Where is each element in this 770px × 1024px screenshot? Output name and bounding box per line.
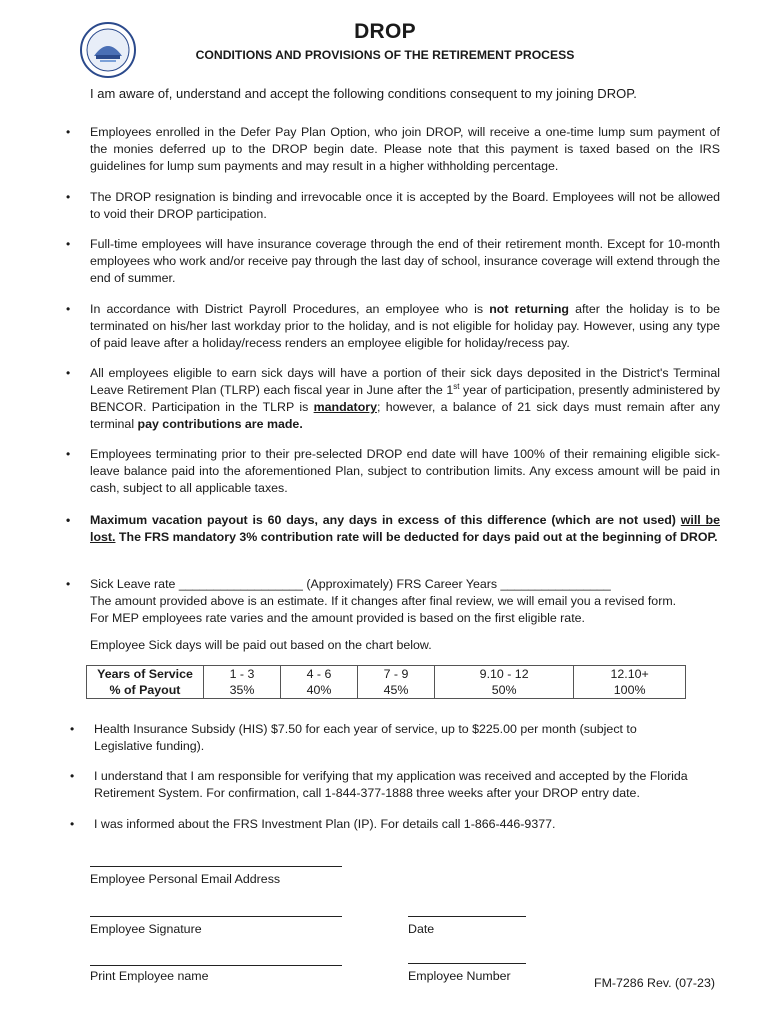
- list-item-investment: • I was informed about the FRS Investment Plan (IP). For details call 1-866-446-9377.: [70, 817, 556, 831]
- signature-field[interactable]: [90, 916, 342, 917]
- table-cell: 50%: [435, 682, 574, 699]
- table-cell: 4 - 6: [281, 666, 358, 683]
- list-item-tlrp: • All employees eligible to earn sick days will have a portion of their sick days deposited in the District's Terminal Leave Retirement Plan (TLRP) each fiscal year in June after the 1st year of participation, presently administered by BENCOR. Participation in the TLRP is mandatory; however, a balance of 21 sick days must remain after any terminal pay contributions are made.: [66, 366, 720, 431]
- table-cell: 40%: [281, 682, 358, 699]
- list-item-his: • Health Insurance Subsidy (HIS) $7.50 for each year of service, up to $225.00 per month (subject to Legislative funding).: [70, 722, 637, 753]
- table-row: [87, 666, 686, 683]
- email-label: Employee Personal Email Address: [90, 872, 281, 886]
- page-title: DROP: [354, 20, 416, 43]
- employee-number-field[interactable]: [408, 963, 526, 964]
- bullet-icon: •: [70, 769, 75, 783]
- bullet-icon: •: [66, 447, 71, 461]
- list-item-resignation: • The DROP resignation is binding and irrevocable once it is accepted by the Board. Employees will not be allowed to void their DROP participation.: [66, 190, 720, 221]
- bullet-icon: •: [70, 722, 75, 736]
- bullet-icon: •: [66, 125, 71, 139]
- list-item-vacation: • Maximum vacation payout is 60 days, any days in excess of this difference (which are not used) will be lost. The FRS mandatory 3% contribution rate will be deducted for days paid out at the beginning of DROP.: [66, 513, 720, 544]
- intro-text: I am aware of, understand and accept the following conditions consequent to my joining DROP.: [90, 86, 637, 101]
- table-cell: 12.10+: [574, 666, 686, 683]
- table-header-payout: % of Payout: [87, 682, 204, 699]
- bullet-icon: •: [66, 190, 71, 204]
- bullet-icon: •: [66, 366, 71, 380]
- form-number: FM-7286 Rev. (07-23): [594, 976, 715, 990]
- table-cell: 45%: [358, 682, 435, 699]
- employee-number-label: Employee Number: [408, 969, 511, 983]
- date-label: Date: [408, 922, 435, 936]
- bullet-icon: •: [70, 817, 75, 831]
- bullet-icon: •: [66, 302, 71, 316]
- table-cell: 100%: [574, 682, 686, 699]
- list-item-defer: • Employees enrolled in the Defer Pay Plan Option, who join DROP, will receive a one-time lump sum payment of the monies deferred up to the DROP begin date. Please note that this payment is taxed based on the IRS guidelines for lump sum payments and may result in a higher withholding percentage.: [66, 125, 720, 173]
- table-header-years: Years of Service: [87, 666, 204, 683]
- list-item-payroll: • In accordance with District Payroll Procedures, an employee who is not returning after the holiday is to be terminated on his/her last workday prior to the holiday, and is not eligible for holiday pay. However, using any type of paid leave after a holiday/recess renders an employee eligible for holiday/recess pay.: [66, 302, 720, 350]
- table-cell: 9.10 - 12: [435, 666, 574, 683]
- bullet-icon: •: [66, 237, 71, 251]
- list-item-insurance: • Full-time employees will have insurance coverage through the end of their retirement month. Except for 10-month employees who work and/or receive pay through the last day of school, insurance coverage will extend through the end of summer.: [66, 237, 720, 285]
- date-field[interactable]: [408, 916, 526, 917]
- bullet-icon: •: [66, 577, 71, 591]
- table-row: [87, 682, 686, 699]
- list-item-verify: • I understand that I am responsible for verifying that my application was received and accepted by the Florida Retirement System. For confirmation, call 1-844-377-1888 three weeks after your DROP entry date.: [70, 769, 688, 800]
- payout-table: [86, 665, 686, 699]
- bullet-icon: •: [66, 513, 71, 527]
- signature-label: Employee Signature: [90, 922, 202, 936]
- table-cell: 35%: [204, 682, 281, 699]
- print-name-field[interactable]: [90, 965, 342, 966]
- print-name-label: Print Employee name: [90, 969, 209, 983]
- list-item-terminating: • Employees terminating prior to their pre-selected DROP end date will have 100% of their remaining eligible sick-leave balance paid into the aforementioned Plan, subject to contribution limits. Any excess amount will be paid in cash, subject to all applicable taxes.: [66, 447, 720, 495]
- table-cell: 1 - 3: [204, 666, 281, 683]
- list-item-sick-leave: • Sick Leave rate __________________ (Approximately) FRS Career Years ________________ The amount provided above is an estimate. If it changes after final review, we will email you a revised form. For MEP employees rate varies and the amount provided is based on the first eligible rate. Employee Sick days will be paid out based on the chart below.: [66, 577, 677, 652]
- table-cell: 7 - 9: [358, 666, 435, 683]
- page-subtitle: CONDITIONS AND PROVISIONS OF THE RETIREMENT PROCESS: [195, 48, 575, 62]
- email-field[interactable]: [90, 866, 342, 867]
